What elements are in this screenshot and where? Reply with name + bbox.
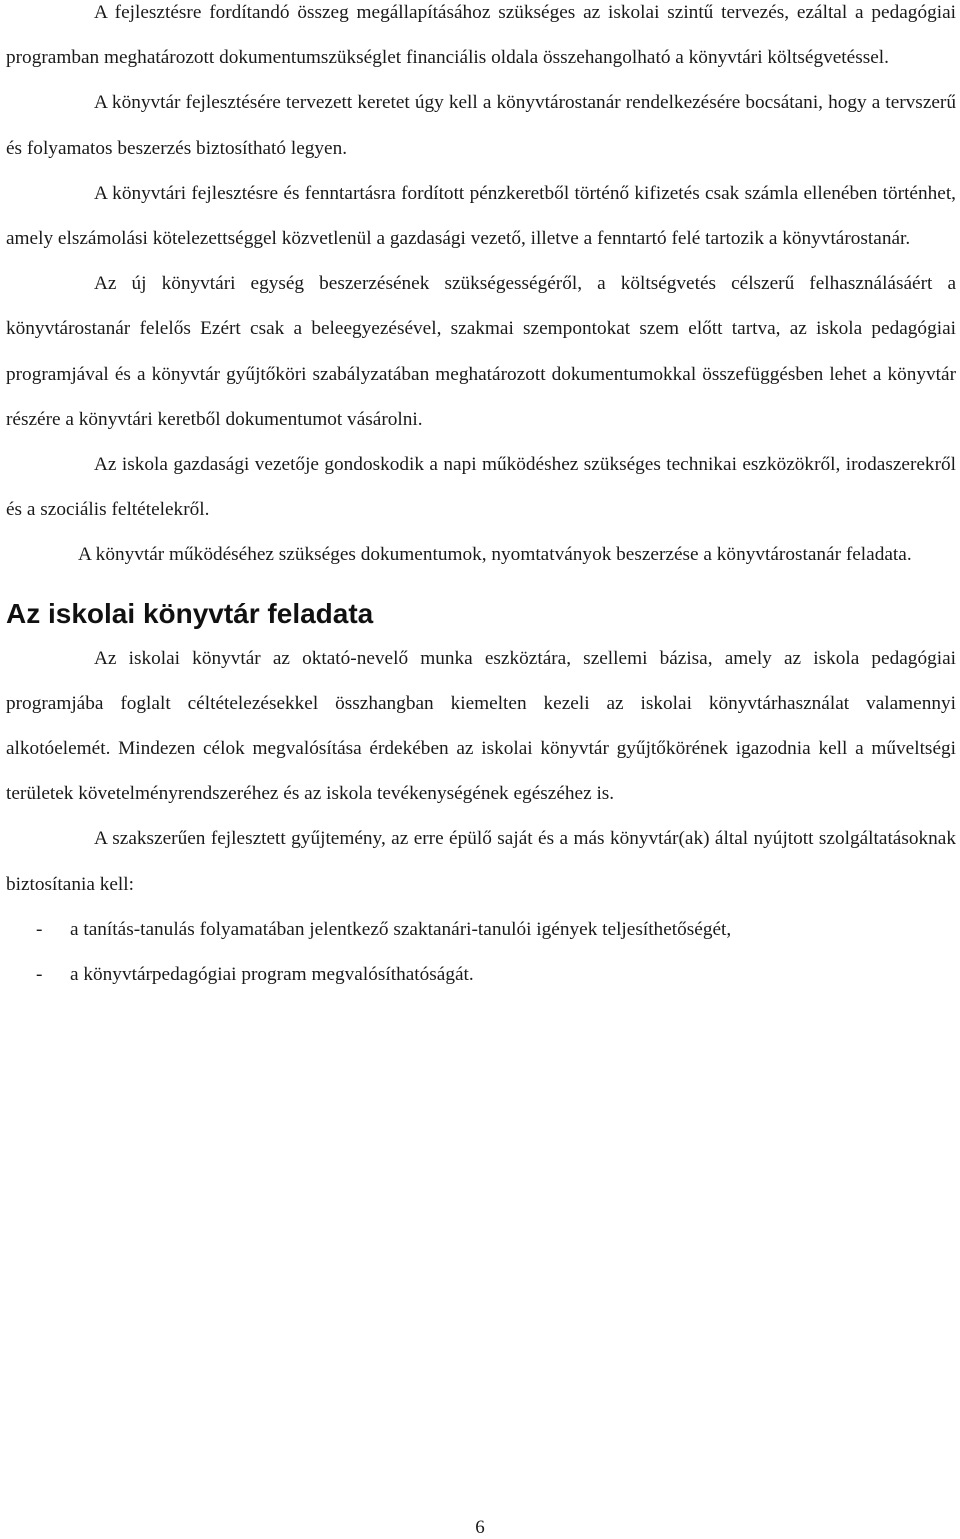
section-heading: Az iskolai könyvtár feladata <box>6 597 374 629</box>
paragraph: A fejlesztésre fordítandó összeg megállapításához szükséges az iskolai szintű tervezés, ezáltal a pedagógiai programban meghatározott dokumentumszükséglet financiális oldala összehangolható a könyvtári költségvetéssel. <box>6 2 956 69</box>
document-body <box>6 0 956 997</box>
list-item <box>6 907 956 952</box>
paragraph: A könyvtári fejlesztésre és fenntartásra fordított pénzkeretből történő kifizetés csak számla ellenében történhet, amely elszámolási kötelezettséggel közvetlenül a gazdasági vezető, illetve a fenntartó felé tartozik a könyvtárostanár. <box>6 182 956 250</box>
list-item-text: a tanítás-tanulás folyamatában jelentkező szaktanári-tanulói igények teljesíthetőségét, <box>70 918 732 940</box>
paragraph: Az iskola gazdasági vezetője gondoskodik a napi működéshez szükséges technikai eszközökről, irodaszerekről és a szociális feltételekről. <box>6 454 956 521</box>
paragraph: Az iskolai könyvtár az oktató-nevelő munka eszköztára, szellemi bázisa, amely az iskola pedagógiai programjába foglalt céltételezésekkel összhangban kiemelten kezeli az iskolai könyvtárhasználat valamennyi alkotóelemét. Mindezen célok megvalósítása érdekében az iskolai könyvtár gyűjtőkörének igazodnia kell a műveltségi területek követelményrendszeréhez és az iskola tevékenységének egészéhez is. <box>6 647 956 805</box>
list-bullet: - <box>36 964 43 986</box>
paragraph: A szakszerűen fejlesztett gyűjtemény, az erre épülő saját és a más könyvtár(ak) által nyújtott szolgáltatásoknak biztosítania kell: <box>6 828 956 895</box>
list-item <box>6 952 956 997</box>
page-number: 6 <box>475 1517 485 1538</box>
list-bullet: - <box>36 918 43 940</box>
paragraph: A könyvtár fejlesztésére tervezett keretet úgy kell a könyvtárostanár rendelkezésére bocsátani, hogy a tervszerű és folyamatos beszerzés biztosítható legyen. <box>6 92 956 159</box>
list-item-text: a könyvtárpedagógiai program megvalósíthatóságát. <box>70 964 474 986</box>
paragraph: A könyvtár működéséhez szükséges dokumentumok, nyomtatványok beszerzése a könyvtárostanár feladata. <box>78 544 912 566</box>
requirements-list <box>6 907 956 997</box>
paragraph: Az új könyvtári egység beszerzésének szükségességéről, a költségvetés célszerű felhasználásáért a könyvtárostanár felelős Ezért csak a beleegyezésével, szakmai szempontokat szem előtt tartva, az iskola pedagógiai programjával és a könyvtár gyűjtőköri szabályzatában meghatározott dokumentumokkal összefüggésben lehet a könyvtár részére a könyvtári keretből dokumentumot vásárolni. <box>6 273 956 430</box>
